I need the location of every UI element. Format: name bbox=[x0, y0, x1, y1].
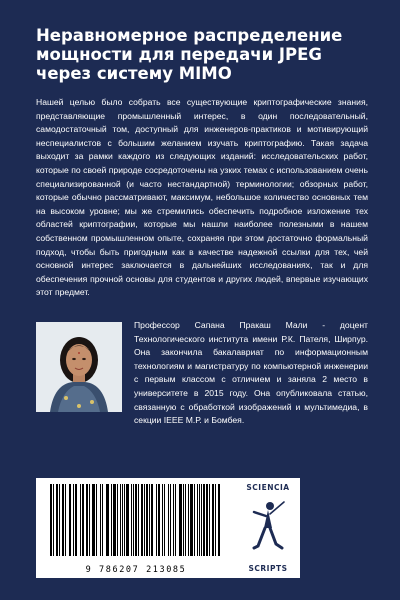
author-bio: Профессор Сапана Пракаш Мали - доцент Технологического института имени Р.К. Пателя, Ширпур. Она закончила бакалавриат по информационным технологиям и магистратуру по компьютерной инженерии с первым классом с отличием и заняла 2 место в университете в 2015 году. Она опубликовала статью, связанную с обработкой изображений и мультимедиа, в секции IEEE М.Р. и Бомбея. bbox=[134, 320, 368, 426]
publisher-logo-top: SCIENCIA bbox=[246, 483, 290, 492]
publisher-logo bbox=[236, 478, 300, 578]
book-title: Неравномерное распределение мощности для передачи JPEG через систему MIMO bbox=[36, 26, 343, 83]
isbn-barcode bbox=[36, 478, 236, 578]
author-photo bbox=[36, 322, 122, 412]
publisher-logo-bottom: SCRIPTS bbox=[248, 564, 288, 573]
book-blurb: Нашей целью было собрать все существующие криптографические знания, представляющие промышленный интерес, в один последовательный, самодостаточный том, доступный для инженеров-практиков и мотивирующий неспециалистов с большим желанием изучать криптографию. Такая задача выходит за рамки каждого из следующих изданий: исследовательских работ, которые по своей природе сосредоточены на узких темах с использованием очень специализированной (и часто нестандартной) терминологии; обзорных работ, которые обычно рассматривают, максимум, небольшое количество основных тем на высоком уровне; мы же стремились обеспечить подробное изложение тех областей криптографии, которые мы нашли наиболее полезными в нашем собственном промышленном опыте, сохраняя при этом достаточно формальный подход, чтобы быть пригодным как в качестве надежной ссылки для тех, чей основной интерес заключается в дальнейших исследованиях, так и для обеспечения прочной основы для студентов и других людей, впервые изучающих этот предмет. bbox=[36, 97, 368, 298]
isbn-number: 9 786207 213085 bbox=[85, 565, 187, 575]
barcode-bars bbox=[46, 484, 226, 556]
fencer-icon bbox=[250, 498, 286, 558]
